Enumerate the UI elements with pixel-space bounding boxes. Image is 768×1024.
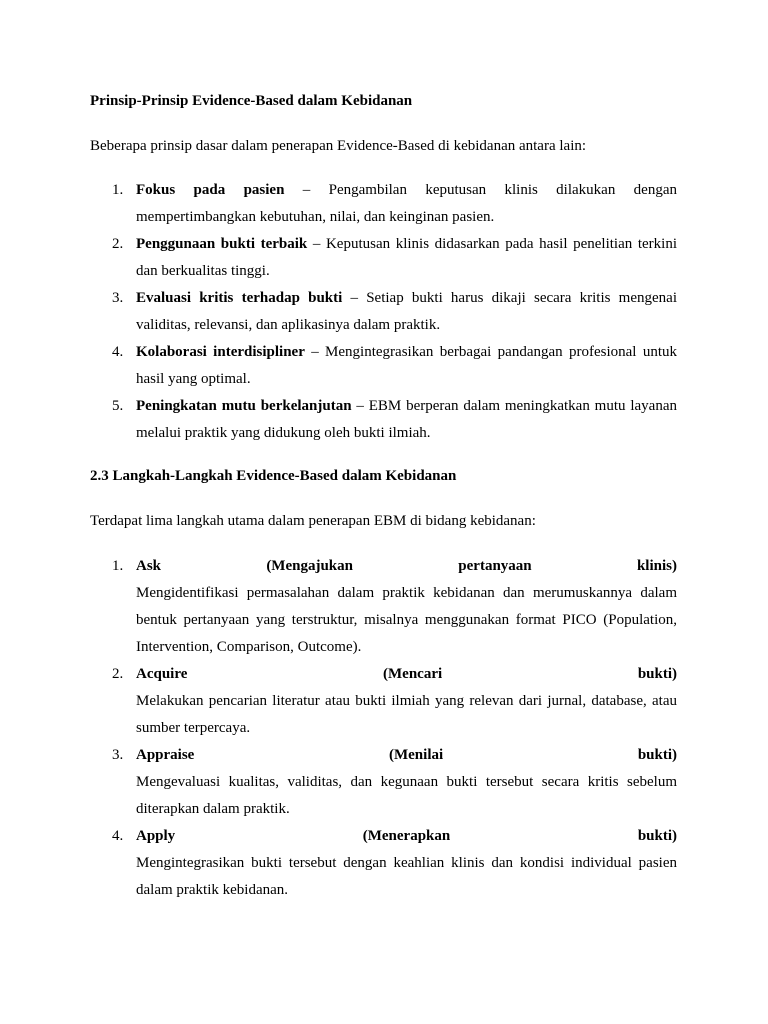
- list-item-description: – Pengambilan keputusan klinis dilakukan dengan mempertimbangkan kebutuhan, nilai, dan keinginan pasien.: [136, 182, 678, 225]
- step-description: Mengintegrasikan bukti tersebut dengan keahlian klinis dan kondisi individual pasien dalam praktik kebidanan.: [136, 855, 677, 898]
- steps-list: [90, 553, 677, 904]
- step-heading: [136, 661, 677, 688]
- step-heading: [136, 553, 677, 580]
- list-item-description: – Keputusan klinis didasarkan pada hasil penelitian terkini dan berkualitas tinggi.: [136, 236, 677, 279]
- step-gloss-word: bukti): [637, 666, 677, 682]
- list-item: [90, 231, 677, 285]
- step-term: Ask: [136, 558, 162, 574]
- section-title: Prinsip-Prinsip Evidence-Based dalam Kebidanan: [90, 93, 413, 109]
- step-gloss-word: bukti): [637, 747, 677, 763]
- list-item-text: [136, 177, 677, 231]
- list-item: [90, 661, 677, 742]
- step-term: Apply: [136, 828, 176, 844]
- list-item-term: Fokus pada pasien: [136, 182, 285, 198]
- step-description: Mengidentifikasi permasalahan dalam praktik kebidanan dan merumuskannya dalam bentuk pertanyaan yang terstruktur, misalnya menggunakan format PICO (Population, Intervention, Comparison, Outcome).: [136, 585, 677, 655]
- step-gloss-word: (Mengajukan: [266, 558, 353, 574]
- list-number: 4.: [112, 828, 124, 844]
- step-gloss-word: (Menerapkan: [362, 828, 451, 844]
- list-item: [90, 742, 677, 823]
- section-intro: Terdapat lima langkah utama dalam penerapan EBM di bidang kebidanan:: [90, 513, 536, 529]
- list-number: 3.: [112, 290, 124, 306]
- list-item-text: [136, 339, 677, 393]
- step-description: Mengevaluasi kualitas, validitas, dan kegunaan bukti tersebut secara kritis sebelum diterapkan dalam praktik.: [136, 774, 677, 817]
- step-heading: [136, 742, 677, 769]
- step-gloss-word: bukti): [637, 828, 677, 844]
- list-item-term: Kolaborasi interdisipliner: [136, 344, 305, 360]
- list-item: [90, 823, 677, 904]
- step-description: Melakukan pencarian literatur atau bukti ilmiah yang relevan dari jurnal, database, atau sumber terpercaya.: [136, 693, 677, 736]
- list-item-term: Peningkatan mutu berkelanjutan: [136, 398, 352, 414]
- list-item-term: Evaluasi kritis terhadap bukti: [136, 290, 343, 306]
- list-item-text: [136, 231, 677, 285]
- list-item-text: [136, 285, 677, 339]
- list-item-description: – EBM berperan dalam meningkatkan mutu layanan melalui praktik yang didukung oleh bukti ilmiah.: [136, 398, 677, 441]
- list-item-term: Penggunaan bukti terbaik: [136, 236, 308, 252]
- list-number: 2.: [112, 236, 124, 252]
- list-item: [90, 339, 677, 393]
- step-term: Appraise: [136, 747, 195, 763]
- list-item-description: – Mengintegrasikan berbagai pandangan profesional untuk hasil yang optimal.: [136, 344, 677, 387]
- list-number: 4.: [112, 344, 124, 360]
- section-title: 2.3 Langkah-Langkah Evidence-Based dalam Kebidanan: [90, 468, 457, 484]
- list-number: 5.: [112, 398, 124, 414]
- step-gloss-word: pertanyaan: [458, 558, 532, 574]
- step-gloss-word: (Mencari: [383, 666, 443, 682]
- list-number: 3.: [112, 747, 124, 763]
- list-item: [90, 393, 677, 447]
- list-number: 1.: [112, 182, 124, 198]
- list-number: 2.: [112, 666, 124, 682]
- list-number: 1.: [112, 558, 124, 574]
- principles-list: [90, 177, 677, 447]
- step-gloss-word: (Menilai: [389, 747, 444, 763]
- step-gloss-word: klinis): [636, 558, 677, 574]
- step-term: Acquire: [136, 666, 188, 682]
- step-heading: [136, 823, 677, 850]
- list-item: [90, 177, 677, 231]
- list-item-description: – Setiap bukti harus dikaji secara kritis mengenai validitas, relevansi, dan aplikasinya dalam praktik.: [136, 290, 677, 333]
- list-item: [90, 553, 677, 661]
- list-item: [90, 285, 677, 339]
- section-intro: Beberapa prinsip dasar dalam penerapan Evidence-Based di kebidanan antara lain:: [90, 138, 587, 154]
- list-item-text: [136, 393, 677, 447]
